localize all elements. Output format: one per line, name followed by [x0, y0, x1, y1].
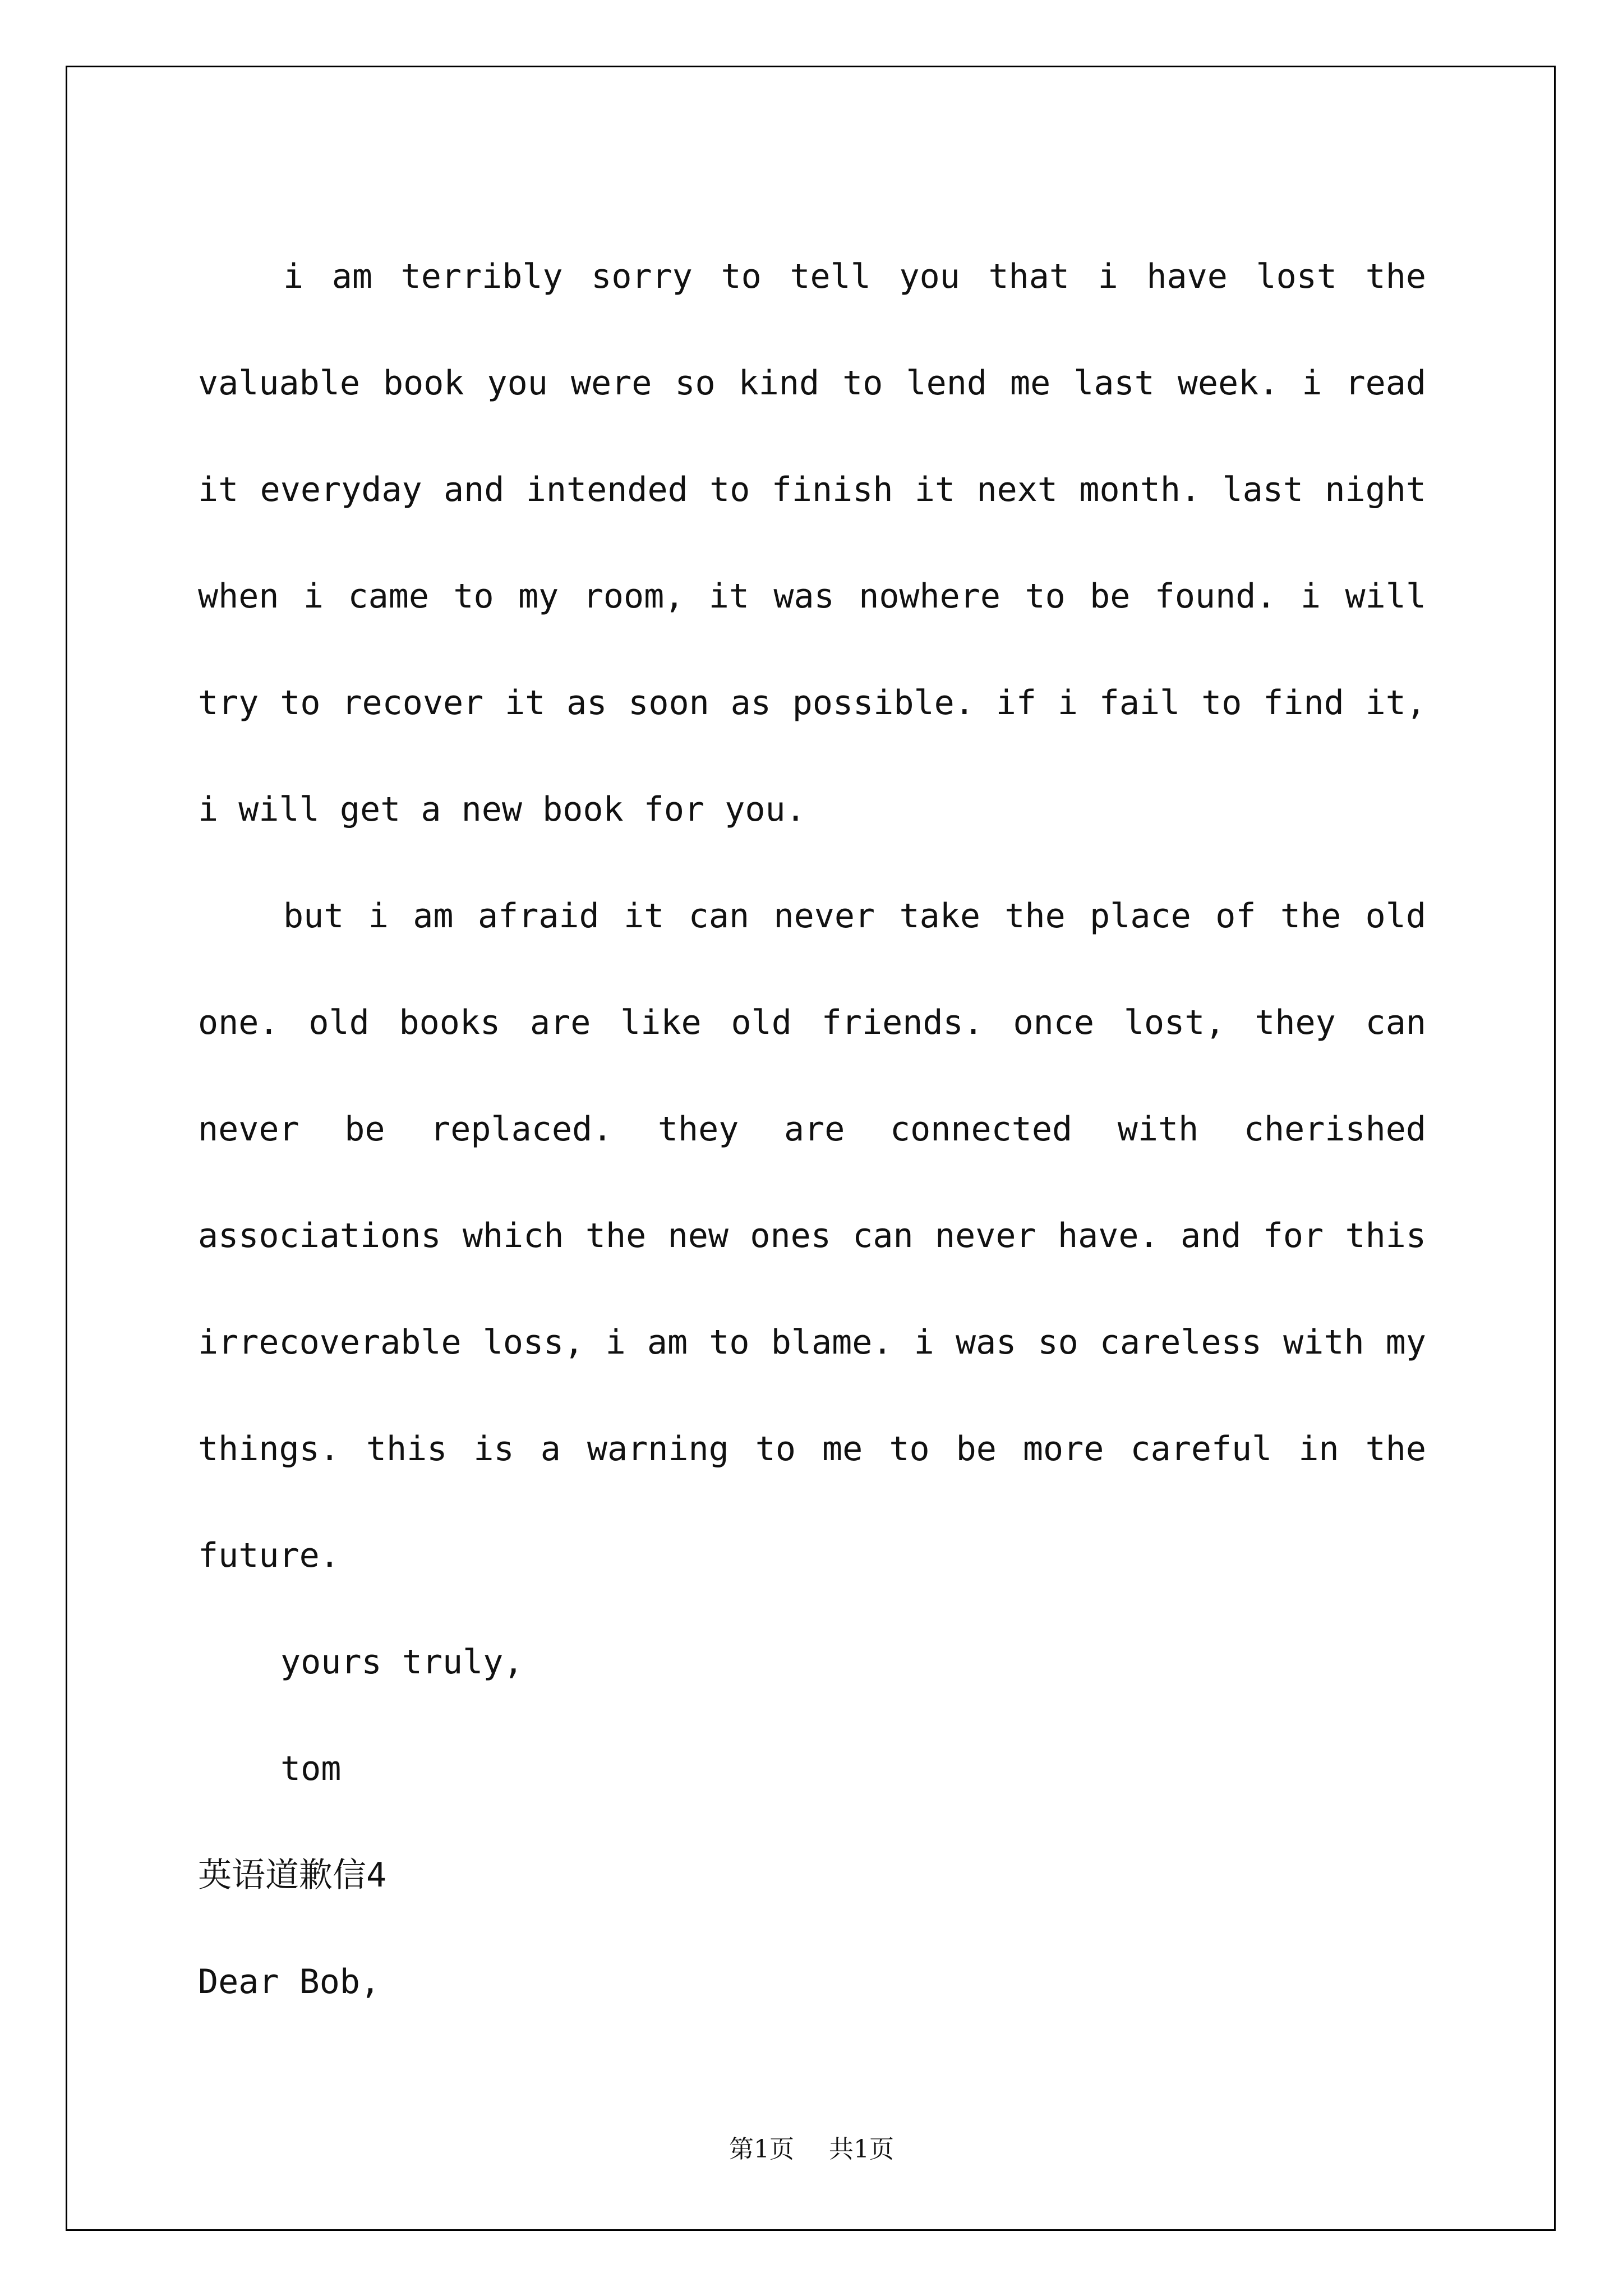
letter-signature: tom — [280, 1749, 342, 1788]
page-total: 共1页 — [829, 2135, 894, 2164]
page-footer — [0, 2129, 1623, 2165]
letter-paragraph-1: i am terribly sorry to tell you that i have lost the valuable book you were so kind to lend me last week. i read it everyday and intended to finish it next month. last night when i came to my room, it was nowhere to be found. i will try to recover it as soon as possible. if i fail to find it, i will get a new book for you. — [198, 257, 1426, 829]
letter-body — [198, 223, 1426, 2035]
letter-closing: yours truly, — [280, 1642, 524, 1682]
letter-salutation: Dear Bob, — [198, 1962, 381, 2001]
page-number: 第1页 — [729, 2135, 794, 2164]
letter-paragraph-2: but i am afraid it can never take the place of the old one. old books are like old friends. once lost, they can never be replaced. they are connected with cherished associations which the new ones can never have. and for this irrecoverable loss, i am to blame. i was so careless with my things. this is a warning to me to be more careful in the future. — [198, 896, 1426, 1575]
section-heading: 英语道歉信4 — [198, 1856, 387, 1895]
